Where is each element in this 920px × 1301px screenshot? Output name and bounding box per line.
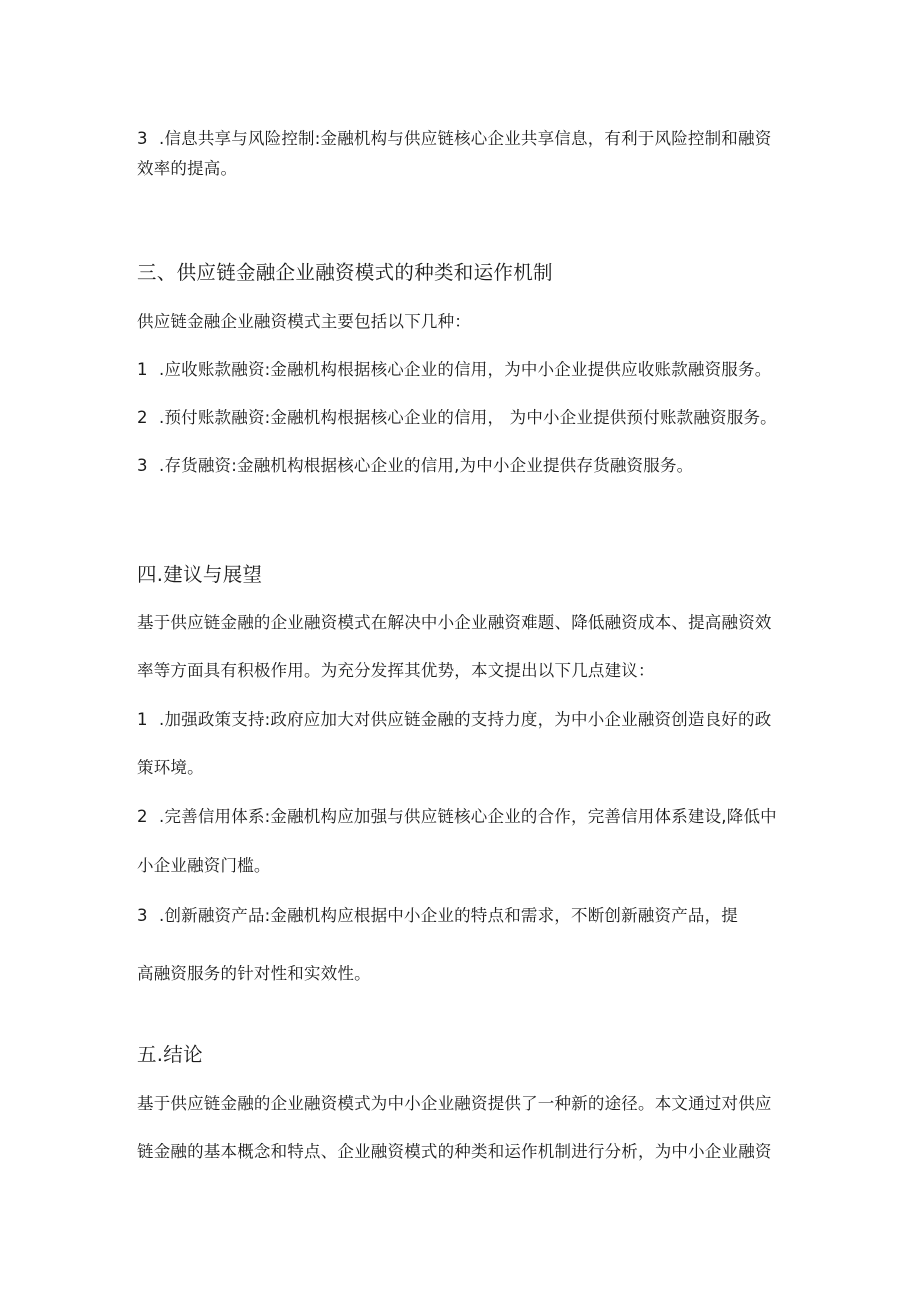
paragraph: 供应链金融企业融资模式主要包括以下几种： [137,312,471,331]
list-item [137,129,771,149]
list-item-text: .预付账款融资:金融机构根据核心企业的信用， 为中小企业提供预付账款融资服务。 [159,408,777,427]
list-item-text: .创新融资产品:金融机构应根据中小企业的特点和需求，不断创新融资产品，提 [159,906,739,925]
paragraph-line: 率等方面具有积极作用。为充分发挥其优势，本文提出以下几点建议： [137,661,655,680]
list-item-continuation: 高融资服务的针对性和实效性。 [137,964,371,983]
list-item-text: .加强政策支持:政府应加大对供应链金融的支持力度，为中小企业融资创造良好的政 [159,710,772,729]
list-item [137,906,738,926]
list-item-text: .信息共享与风险控制:金融机构与供应链核心企业共享信息，有利于风险控制和融资 [159,129,772,148]
list-item-continuation: 策环境。 [137,758,204,777]
paragraph-line: 基于供应链金融的企业融资模式在解决中小企业融资难题、降低融资成本、提高融资效 [137,613,772,632]
list-item-continuation: 效率的提高。 [137,159,238,178]
list-item [137,807,777,827]
section-heading: 四.建议与展望 [137,563,263,586]
list-item-number: 2 [137,408,148,427]
list-item [137,360,771,380]
paragraph-line: 链金融的基本概念和特点、企业融资模式的种类和运作机制进行分析，为中小企业融资 [137,1142,772,1161]
list-item [137,408,777,428]
list-item-number: 1 [137,360,148,379]
list-item-text: .完善信用体系:金融机构应加强与供应链核心企业的合作，完善信用体系建设,降低中 [159,807,777,826]
list-item-number: 3 [137,906,148,925]
list-item-continuation: 小企业融资门槛。 [137,856,271,875]
list-item-text: .应收账款融资:金融机构根据核心企业的信用，为中小企业提供应收账款融资服务。 [159,360,772,379]
list-item-number: 3 [137,129,148,148]
list-item-number: 1 [137,710,148,729]
section-heading: 三、供应链金融企业融资模式的种类和运作机制 [137,261,553,284]
list-item [137,710,771,730]
section-heading: 五.结论 [137,1043,203,1066]
list-item-number: 3 [137,456,148,475]
paragraph-line: 基于供应链金融的企业融资模式为中小企业融资提供了一种新的途径。本文通过对供应 [137,1094,772,1113]
list-item-text: .存货融资:金融机构根据核心企业的信用,为中小企业提供存货融资服务。 [159,456,694,475]
list-item-number: 2 [137,807,148,826]
list-item [137,456,693,476]
